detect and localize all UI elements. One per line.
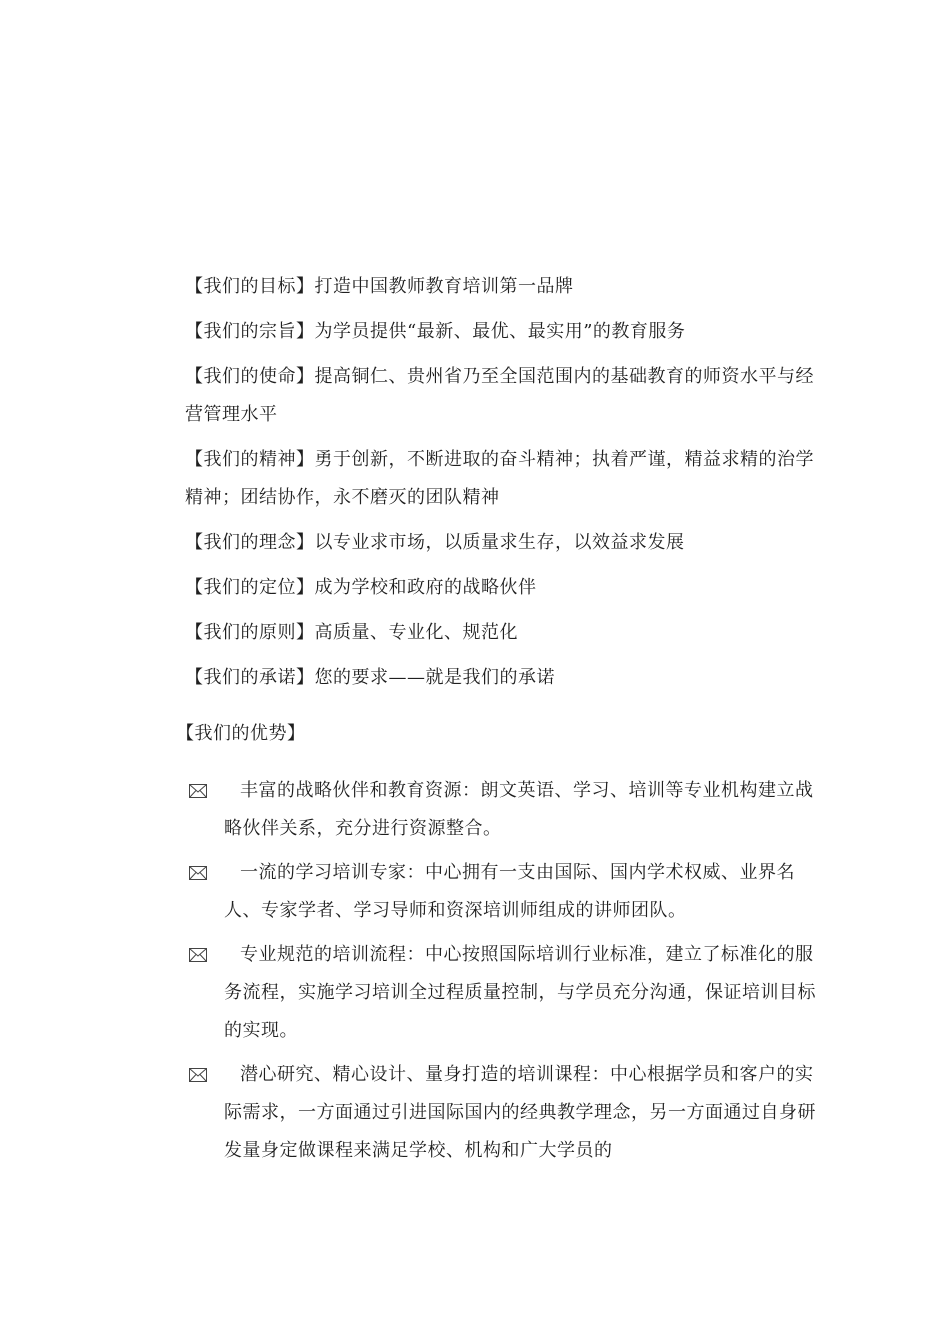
statement-spirit [185,441,825,517]
statement-text: 勇于创新，不断进取的奋斗精神；执着严谨，精益求精的治学精神；团结协作，永不磨灭的团队精神 [185,449,814,508]
list-item [188,854,828,930]
envelope-bullet-icon [188,1064,208,1086]
statement-philosophy [185,524,825,562]
statement-key: 【我们的使命】 [185,366,315,387]
statement-key: 【我们的原则】 [185,622,315,643]
statement-text: 打造中国教师教育培训第一品牌 [314,276,574,297]
list-item [188,772,828,848]
advantage-text: 丰富的战略伙伴和教育资源：朗文英语、学习、培训等专业机构建立战略伙伴关系，充分进行资源整合。 [224,780,814,839]
advantages-list [188,772,828,1176]
statement-key: 【我们的理念】 [185,532,315,553]
statement-text: 以专业求市场，以质量求生存，以效益求发展 [314,532,685,553]
statement-text: 提高铜仁、贵州省乃至全国范围内的基础教育的师资水平与经营管理水平 [185,366,814,425]
statement-text: 成为学校和政府的战略伙伴 [314,577,537,598]
statement-key: 【我们的定位】 [185,577,315,598]
envelope-bullet-icon [188,862,208,884]
advantage-text: 专业规范的培训流程：中心按照国际培训行业标准，建立了标准化的服务流程，实施学习培训全过程质量控制，与学员充分沟通，保证培训目标的实现。 [224,944,816,1041]
statement-text: 为学员提供“最新、最优、最实用”的教育服务 [314,321,686,342]
statement-purpose [185,313,825,351]
statement-principle [185,614,825,652]
advantage-text: 潜心研究、精心设计、量身打造的培训课程：中心根据学员和客户的实际需求，一方面通过引进国际国内的经典教学理念，另一方面通过自身研发量身定做课程来满足学校、机构和广大学员的 [224,1064,816,1161]
advantage-text: 一流的学习培训专家：中心拥有一支由国际、国内学术权威、业界名人、专家学者、学习导师和资深培训师组成的讲师团队。 [224,862,795,921]
statement-key: 【我们的宗旨】 [185,321,315,342]
statement-text: 您的要求——就是我们的承诺 [314,667,555,688]
statement-mission [185,358,825,434]
statement-key: 【我们的精神】 [185,449,315,470]
list-item [188,1056,828,1170]
statement-text: 高质量、专业化、规范化 [314,622,518,643]
statement-key: 【我们的目标】 [185,276,315,297]
statement-promise [185,659,825,697]
statement-positioning [185,569,825,607]
statement-goal [185,268,825,306]
statements-section [185,268,825,704]
list-item [188,936,828,1050]
advantages-heading: 【我们的优势】 [176,723,306,744]
envelope-bullet-icon [188,780,208,802]
envelope-bullet-icon [188,944,208,966]
statement-key: 【我们的承诺】 [185,667,315,688]
